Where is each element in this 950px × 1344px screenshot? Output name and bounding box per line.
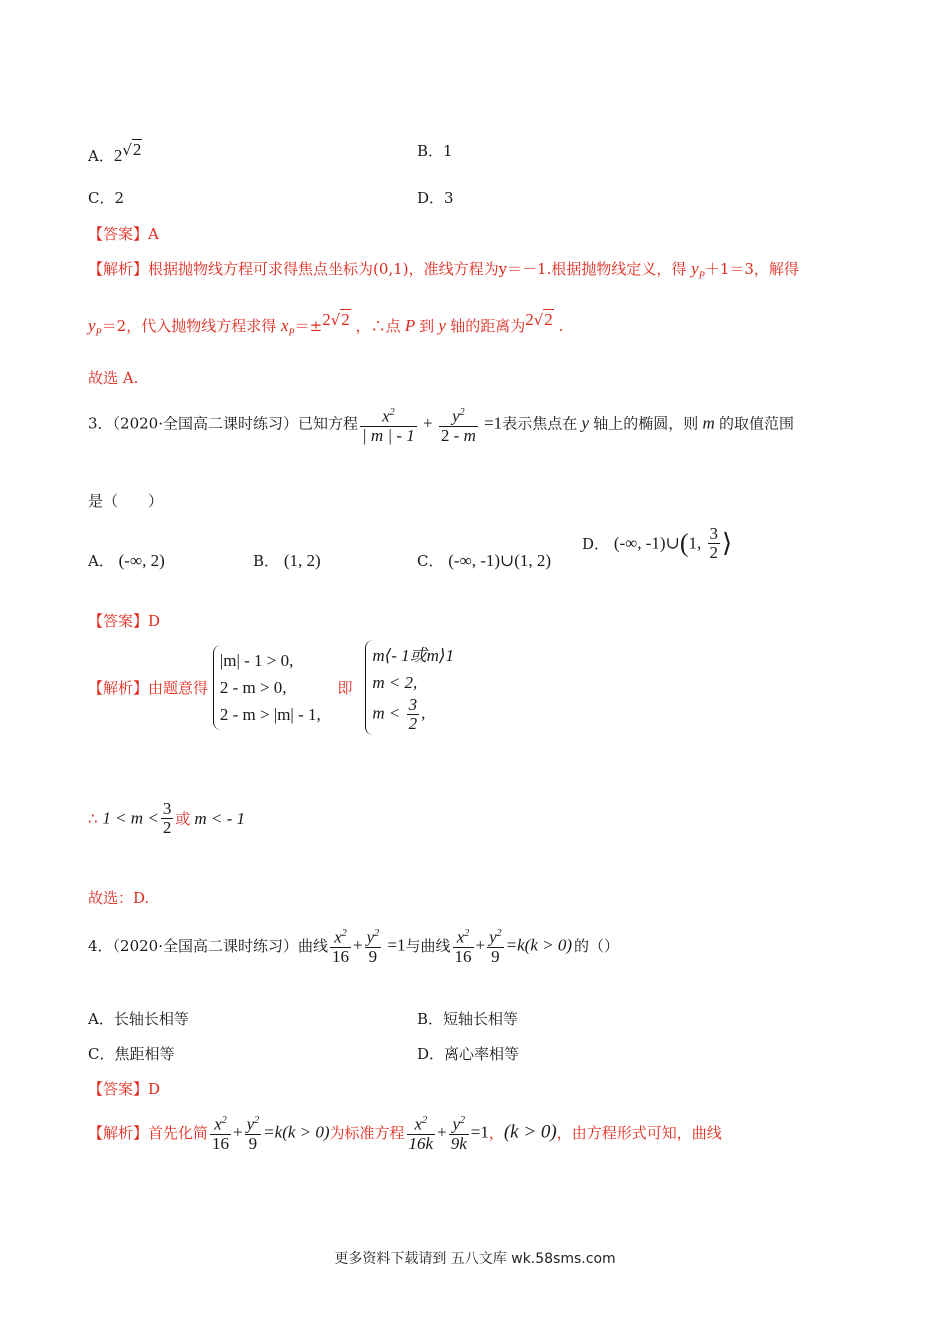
q4-option-d: D．离心率相等 — [417, 1045, 520, 1063]
sqrt-symbol: 2√2 — [322, 310, 350, 329]
q3-option-c: C． (-∞, -1)∪(1, 2) — [417, 551, 552, 570]
q4-option-c: C．焦距相等 — [88, 1045, 175, 1063]
fraction: $\frac{3}{2}$ — [709, 524, 718, 562]
q2-option-a: A．2√2 — [88, 140, 142, 165]
fraction: $\frac{y^2}{9}$ — [245, 1112, 262, 1153]
fraction: $\frac{3}{2}$ — [162, 799, 172, 837]
q2-conclusion: 故选 A. — [88, 369, 139, 387]
sqrt-symbol: 2√2 — [525, 310, 553, 329]
q2-option-c: C．2 — [88, 189, 125, 207]
fraction: $\frac{3}{2}$ — [408, 695, 418, 733]
q4-stem: 4．（2020·全国高二课时练习）曲线 $\frac{x^2}{16}$ + $\frac{y^2}{9}$ =1与曲线 $\frac{x^2}{16}$ + $\frac{y^2}{9}$ =k(k > 0) 的（） — [88, 925, 619, 966]
fraction: $\frac{x^2}{| m | - 1}$ — [360, 404, 417, 445]
q2-option-d: D．3 — [417, 189, 454, 207]
fraction: $\frac{x^2}{16}$ — [210, 1112, 231, 1153]
yp-var: $y_P$ — [691, 259, 705, 282]
q2-analysis-line1: 【解析】根据抛物线方程可求得焦点坐标为(0,1)，准线方程为y＝－1.根据抛物线定义，得 $y_P+1=3$，解得 — [88, 259, 799, 282]
q4-option-b: B．短轴长相等 — [417, 1010, 519, 1028]
fraction: $\frac{y^2}{9}$ — [487, 925, 504, 966]
q3-option-b: B． (1, 2) — [253, 551, 321, 570]
inequality-system-1: |m| - 1 > 0, 2 - m > 0, 2 - m > |m| - 1, — [213, 645, 321, 730]
q3-analysis: 【解析】由题意得 |m| - 1 > 0, 2 - m > 0, 2 - m > |m| - 1, 即 m⟨- 1或m⟩1 m < 2, m < $\frac{3}{2}$ , — [88, 640, 454, 735]
fraction: $\frac{x^2}{16}$ — [330, 925, 351, 966]
q3-result: ∴ 1 < m < $\frac{3}{2}$ 或 m < - 1 — [88, 799, 245, 837]
sqrt-symbol: √2 — [122, 140, 142, 159]
q3-option-d: D． (-∞, -1)∪(1, $\frac{3}{2}$ ⟩ — [582, 524, 733, 562]
fraction: $\frac{y^2}{9k}$ — [449, 1112, 469, 1153]
q3-answer: 【答案】D — [88, 612, 161, 630]
q3-conclusion: 故选：D. — [88, 889, 150, 907]
q4-option-a: A．长轴长相等 — [88, 1010, 189, 1028]
q3-stem-line2: 是（ ） — [88, 492, 164, 510]
q2-answer: 【答案】A — [88, 225, 159, 243]
q4-analysis: 【解析】首先化简 $\frac{x^2}{16}$ + $\frac{y^2}{9}$ =k(k > 0)为标准方程 $\frac{x^2}{16k}$ + $\frac{y^2}{9k}$ =1，(k > 0)，由方程形式可知，曲线 — [88, 1112, 722, 1153]
fraction: $\frac{x^2}{16}$ — [453, 925, 474, 966]
page-footer: 更多资料下载请到 五八文库 wk.58sms.com — [334, 1251, 616, 1267]
fraction: $\frac{y^2}{2 - m}$ — [439, 404, 478, 445]
q2-analysis-line2: $y_P=2$，代入抛物线方程求得 $x_P=\pm 2√2$ ，∴点 P 到 y 轴的距离为2√2 . — [88, 310, 564, 339]
q3-stem: 3．（2020·全国高二课时练习）已知方程 $\frac{x^2}{| m | - 1}$ + $\frac{y^2}{2 - m}$ =1表示焦点在 y 轴上的椭圆，则 m 的取值范围 — [88, 404, 794, 445]
q4-answer: 【答案】D — [88, 1080, 161, 1098]
inequality-system-2: m⟨- 1或m⟩1 m < 2, m < $\frac{3}{2}$ , — [365, 640, 454, 735]
fraction: $\frac{x^2}{16k}$ — [407, 1112, 436, 1153]
q2-option-b: B．1 — [417, 142, 453, 160]
fraction: $\frac{y^2}{9}$ — [365, 925, 382, 966]
q3-option-a: A． (-∞, 2) — [88, 551, 165, 570]
